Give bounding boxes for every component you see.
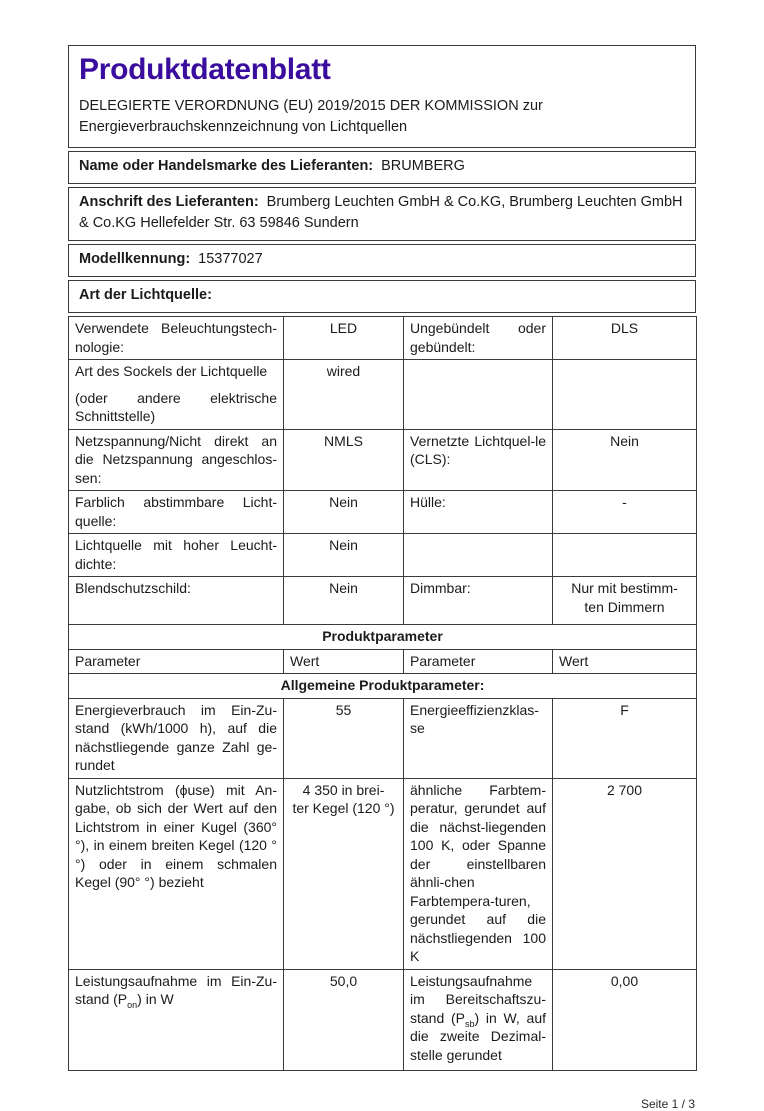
parameter-cell: Leistungsaufnahme im Bereitschaftszu-stand $(P_{sb})$ in W, auf die zweite Dezimal-stelle gerundet — [404, 969, 553, 1070]
value-cell: Nein — [553, 429, 697, 491]
section-header-cell: Allgemeine Produktparameter: — [69, 674, 697, 699]
page-number: Seite 1 / 3 — [640, 1096, 695, 1111]
parameter-cell: ähnliche Farbtem-peratur, gerundet auf die nächst-liegenden 100 K, oder Spanne der einstellbaren ähnli-chen Farbtempera-turen, gerundet auf die nächstliegenden 100 K — [404, 778, 553, 969]
value-cell: Nein — [284, 534, 404, 577]
parameter-cell — [404, 534, 553, 577]
table-row — [69, 429, 697, 491]
supplier-address-label: Anschrift des Lieferanten: — [79, 194, 259, 210]
parameter-cell: Dimmbar: — [404, 577, 553, 625]
supplier-address-row — [68, 187, 696, 241]
model-id-value: 15377027 — [198, 251, 263, 267]
supplier-name-row — [68, 151, 696, 184]
table-row — [69, 491, 697, 534]
parameter-cell: Blendschutzschild: — [69, 577, 284, 625]
table-row — [69, 577, 697, 625]
parameter-cell: Vernetzte Lichtquel-le (CLS): — [404, 429, 553, 491]
page-title: Produktdatenblatt — [79, 53, 331, 86]
value-cell: F — [553, 698, 697, 778]
parameter-cell: Verwendete Beleuchtungstech-nologie: — [69, 317, 284, 360]
table-row — [69, 698, 697, 778]
value-cell — [553, 360, 697, 430]
column-header-cell: Wert — [553, 649, 697, 674]
column-header-cell: Wert — [284, 649, 404, 674]
value-cell: Nein — [284, 491, 404, 534]
section-header-cell: Produktparameter — [69, 625, 697, 650]
parameter-cell: Art des Sockels der Lichtquelle (oder andere elektrische Schnittstelle) — [69, 360, 284, 430]
table-row — [69, 534, 697, 577]
parameter-cell: Leistungsaufnahme im Ein-Zu-stand $(P_{on})$ in W — [69, 969, 284, 1070]
value-cell: 0,00 — [553, 969, 697, 1070]
value-cell: 55 — [284, 698, 404, 778]
parameter-cell: Lichtquelle mit hoher Leucht-dichte: — [69, 534, 284, 577]
parameter-cell: Hülle: — [404, 491, 553, 534]
parameter-cell: Netzspannung/Nicht direkt an die Netzspannung angeschlos-sen: — [69, 429, 284, 491]
supplier-name-value: BRUMBERG — [381, 158, 465, 174]
value-cell: wired — [284, 360, 404, 430]
table-row — [69, 360, 697, 430]
value-cell: - — [553, 491, 697, 534]
parameter-cell: Farblich abstimmbare Licht-quelle: — [69, 491, 284, 534]
column-header-row — [69, 649, 697, 674]
column-header-cell: Parameter — [404, 649, 553, 674]
value-cell: 50,0 — [284, 969, 404, 1070]
supplier-name-label: Name oder Handelsmarke des Lieferanten: — [79, 158, 374, 174]
table-row — [69, 778, 697, 969]
parameter-cell: Energieverbrauch im Ein-Zu-stand (kWh/1000 h), auf die nächstliegende ganze Zahl ge-rundet — [69, 698, 284, 778]
title-section — [68, 45, 696, 148]
parameter-cell: Nutzlichtstrom (ϕuse) mit An-gabe, ob sich der Wert auf den Lichtstrom in einer Kugel (360° °), in einem breiten Kegel (120 °°) oder in einem schmalen Kegel (90° °) bezieht — [69, 778, 284, 969]
parameter-cell: Ungebündelt oder gebündelt: — [404, 317, 553, 360]
model-id-label: Modellkennung: — [79, 251, 191, 267]
light-source-type-heading-row — [68, 280, 696, 313]
section-header-row — [69, 674, 697, 699]
parameter-cell — [404, 360, 553, 430]
section-header-row — [69, 625, 697, 650]
document-page — [68, 0, 696, 1111]
product-parameter-table — [68, 316, 697, 1071]
value-cell: LED — [284, 317, 404, 360]
table-row — [69, 317, 697, 360]
column-header-cell: Parameter — [69, 649, 284, 674]
supplier-address-value: Brumberg Leuchten GmbH & Co.KG, Brumberg Leuchten GmbH & Co.KG Hellefelder Str. 63 59846 Sundern — [79, 194, 683, 231]
value-cell: 4 350 in brei- ter Kegel (120 °) — [284, 778, 404, 969]
value-cell: DLS — [553, 317, 697, 360]
section-heading: Art der Lichtquelle: — [79, 287, 212, 303]
value-cell: Nur mit bestimm- ten Dimmern — [553, 577, 697, 625]
value-cell: Nein — [284, 577, 404, 625]
regulation-subtitle: DELEGIERTE VERORDNUNG (EU) 2019/2015 DER KOMMISSION zur Energieverbrauchskennzeichnung von Lichtquellen — [79, 98, 543, 135]
value-cell — [553, 534, 697, 577]
table-row — [69, 969, 697, 1070]
parameter-cell: Energieeffizienzklas-se — [404, 698, 553, 778]
value-cell: NMLS — [284, 429, 404, 491]
value-cell: 2 700 — [553, 778, 697, 969]
model-id-row — [68, 244, 696, 277]
